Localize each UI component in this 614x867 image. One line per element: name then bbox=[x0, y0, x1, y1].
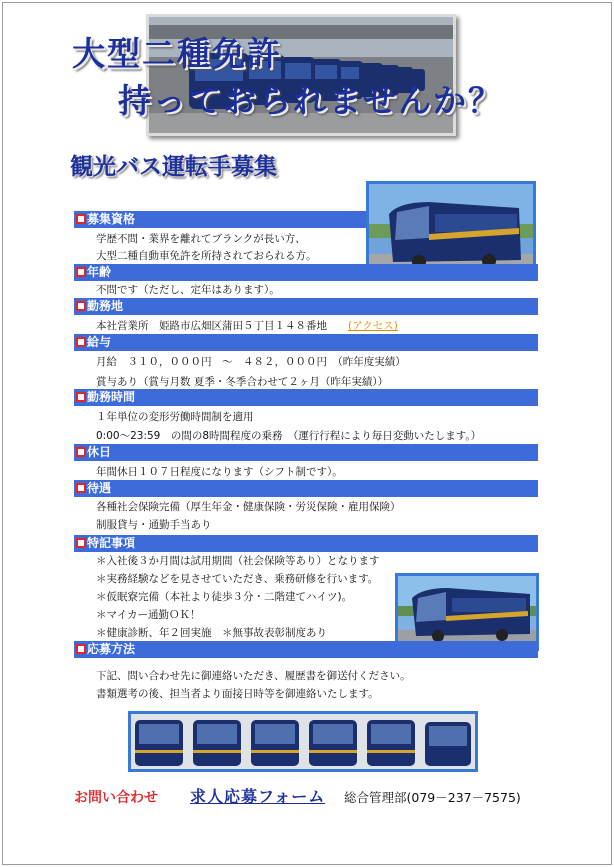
holidays-line-1: 年間休日１０７日程度になります（シフト制です）。 bbox=[96, 466, 343, 478]
section-title: 給与 bbox=[87, 335, 112, 349]
access-link[interactable]: (アクセス) bbox=[348, 320, 398, 332]
section-title: 応募方法 bbox=[87, 642, 136, 656]
notes-line-5: ＊健康診断、年２回実施 ＊無事故表彰制度あり bbox=[96, 627, 327, 639]
working-hours-line-2: 0:00～23:59 の間の8時間程度の乗務 （運行行程により毎日変動いたします。） bbox=[96, 430, 482, 442]
salary-line-1: 月給 ３１０，０００円 ～ ４８２，０００円 （昨年度実績） bbox=[96, 356, 406, 368]
checkbox-bullet-icon bbox=[76, 337, 86, 347]
section-title: 待遇 bbox=[87, 481, 112, 495]
qualifications-line-1: 学歴不問・業界を離れてブランクが長い方、 bbox=[96, 233, 306, 245]
checkbox-bullet-icon bbox=[76, 447, 86, 457]
checkbox-bullet-icon bbox=[76, 214, 86, 224]
section-bar-salary bbox=[74, 334, 538, 351]
bus-lineup-photo bbox=[128, 711, 478, 772]
application-line-1: 下記、問い合わせ先に御連絡いただき、履歴書を御送付ください。 bbox=[96, 670, 411, 682]
section-bar-location bbox=[74, 298, 538, 315]
section-title: 休日 bbox=[87, 445, 112, 459]
application-form-link[interactable]: 求人応募フォーム bbox=[190, 787, 326, 806]
section-bar-age bbox=[74, 264, 538, 281]
headline-line1: 大型二種免許 bbox=[72, 34, 282, 73]
location-address: 本社営業所 姫路市広畑区蒲田５丁目１４８番地 bbox=[96, 320, 327, 332]
contact-label: お問い合わせ bbox=[74, 790, 158, 806]
checkbox-bullet-icon bbox=[76, 267, 86, 277]
application-line-2: 書類選考の後、担当者より面接日時等を御連絡いたします。 bbox=[96, 688, 379, 700]
location-line-1 bbox=[96, 318, 398, 333]
benefits-line-1: 各種社会保険完備（厚生年金・健康保険・労災保険・雇用保険） bbox=[96, 501, 401, 513]
notes-line-3: ＊仮眠寮完備（本社より徒歩３分・二階建てハイツ)。 bbox=[96, 591, 353, 603]
checkbox-bullet-icon bbox=[76, 301, 86, 311]
section-bar-qualifications bbox=[74, 211, 366, 228]
section-title: 勤務地 bbox=[87, 299, 124, 313]
checkbox-bullet-icon bbox=[76, 538, 86, 548]
notes-line-4: ＊マイカー通勤ＯＫ！ bbox=[96, 609, 201, 621]
salary-line-2: 賞与あり（賞与月数 夏季・冬季合わせて２ヶ月（昨年実績）） bbox=[96, 376, 389, 388]
notes-line-1: ＊入社後３か月間は試用期間（社会保険等あり）となります bbox=[96, 555, 380, 567]
section-title: 年齢 bbox=[87, 265, 112, 279]
section-bar-benefits bbox=[74, 480, 538, 497]
bus-front-photo bbox=[395, 573, 539, 651]
section-bar-application bbox=[74, 641, 538, 658]
checkbox-bullet-icon bbox=[76, 392, 86, 402]
benefits-line-2: 制服貸与・通勤手当あり bbox=[96, 519, 212, 531]
notes-line-2: ＊実務経験などを見させていただき、乗務研修を行います。 bbox=[96, 573, 379, 585]
qualifications-line-2: 大型二種自動車免許を所持されておられる方。 bbox=[96, 250, 317, 262]
page-subtitle: 観光バス運転手募集 bbox=[70, 154, 277, 180]
headline-line2: 持っておられませんか？ bbox=[118, 81, 503, 120]
age-line-1: 不問です（ただし、定年はあります）。 bbox=[96, 284, 280, 296]
working-hours-line-1: １年単位の変形労働時間制を適用 bbox=[96, 411, 254, 423]
section-title: 勤務時間 bbox=[87, 390, 136, 404]
section-bar-holidays bbox=[74, 444, 538, 461]
contact-department: 総合管理部(079－237－7575) bbox=[344, 790, 521, 805]
section-title: 特記事項 bbox=[87, 536, 136, 550]
section-title: 募集資格 bbox=[87, 212, 136, 226]
section-bar-notes bbox=[74, 535, 538, 552]
checkbox-bullet-icon bbox=[76, 644, 86, 654]
section-bar-working-hours bbox=[74, 389, 538, 406]
checkbox-bullet-icon bbox=[76, 483, 86, 493]
